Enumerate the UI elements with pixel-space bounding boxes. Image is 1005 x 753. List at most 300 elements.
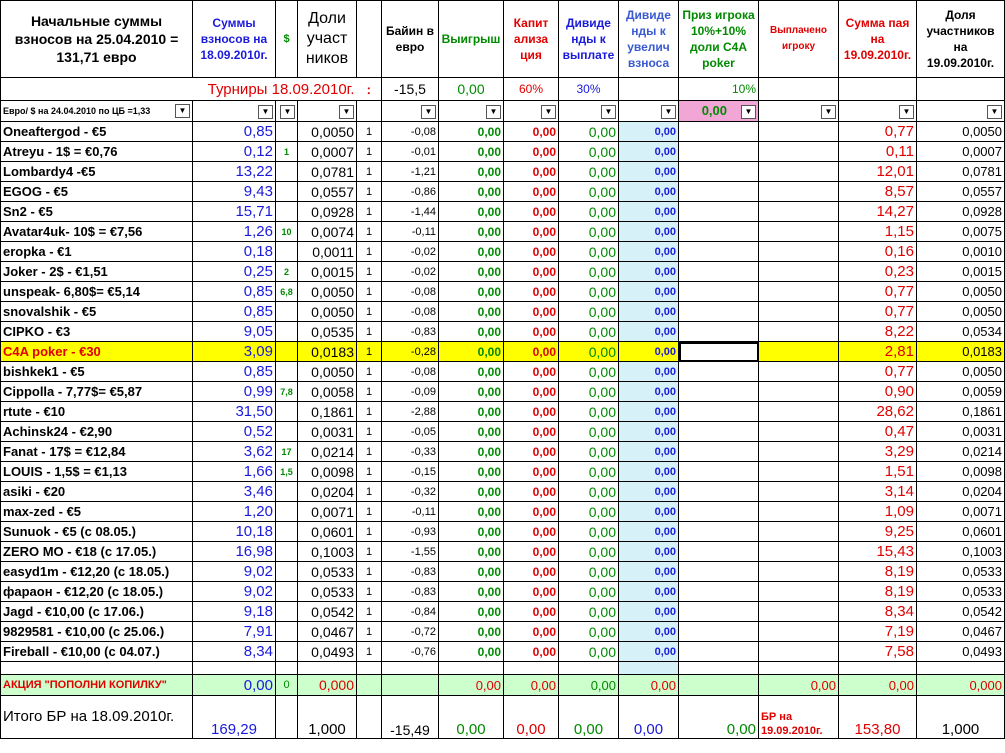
- cell-prize[interactable]: [679, 322, 759, 342]
- cell-name[interactable]: Oneaftergod - €5: [1, 122, 193, 142]
- cell-buyin[interactable]: -0,11: [382, 222, 439, 242]
- cell-name[interactable]: bishkek1 - €5: [1, 362, 193, 382]
- cell-shnew[interactable]: 0,0214: [917, 442, 1005, 462]
- cell-sum[interactable]: 0,12: [193, 142, 276, 162]
- header-shares[interactable]: Доли участ ников: [298, 1, 357, 78]
- cell-share[interactable]: 0,0050: [298, 302, 357, 322]
- gap-cell[interactable]: [559, 662, 619, 675]
- cell-sum[interactable]: 0,52: [193, 422, 276, 442]
- cell-shnew[interactable]: 0,0059: [917, 382, 1005, 402]
- cell-one[interactable]: 1: [357, 402, 382, 422]
- cell-divinc[interactable]: 0,00: [619, 482, 679, 502]
- cell-divinc[interactable]: 0,00: [619, 302, 679, 322]
- cell-sum[interactable]: 16,98: [193, 542, 276, 562]
- cell-shnew[interactable]: 0,0534: [917, 322, 1005, 342]
- cell-one[interactable]: 1: [357, 142, 382, 162]
- cell-win[interactable]: 0,00: [439, 382, 504, 402]
- cell-pay[interactable]: 0,90: [839, 382, 917, 402]
- cell-shnew[interactable]: 0,0098: [917, 462, 1005, 482]
- cell-one[interactable]: 1: [357, 582, 382, 602]
- filter-cell-pay[interactable]: [839, 101, 917, 122]
- cell-prize[interactable]: [679, 222, 759, 242]
- cell-buyin[interactable]: -1,21: [382, 162, 439, 182]
- gap-cell[interactable]: [504, 662, 559, 675]
- cell-usd[interactable]: [276, 202, 298, 222]
- cell-one[interactable]: 1: [357, 642, 382, 662]
- promo-win[interactable]: 0,00: [439, 675, 504, 696]
- cell-win[interactable]: 0,00: [439, 442, 504, 462]
- cell-share[interactable]: 0,0007: [298, 142, 357, 162]
- cell-pay[interactable]: 0,77: [839, 282, 917, 302]
- cell-usd[interactable]: [276, 582, 298, 602]
- tournament-empty-3[interactable]: [839, 78, 917, 101]
- cell-win[interactable]: 0,00: [439, 262, 504, 282]
- cell-paid[interactable]: [759, 582, 839, 602]
- cell-pay[interactable]: 28,62: [839, 402, 917, 422]
- cell-one[interactable]: 1: [357, 302, 382, 322]
- cell-divinc[interactable]: 0,00: [619, 242, 679, 262]
- cell-paid[interactable]: [759, 322, 839, 342]
- cell-pay[interactable]: 8,57: [839, 182, 917, 202]
- cell-pay[interactable]: 15,43: [839, 542, 917, 562]
- cell-div[interactable]: 0,00: [559, 122, 619, 142]
- cell-sum[interactable]: 0,85: [193, 302, 276, 322]
- total-sum[interactable]: 169,29: [193, 696, 276, 739]
- cell-buyin[interactable]: -0,76: [382, 642, 439, 662]
- cell-one[interactable]: 1: [357, 502, 382, 522]
- cell-div[interactable]: 0,00: [559, 502, 619, 522]
- cell-prize[interactable]: [679, 242, 759, 262]
- cell-cap[interactable]: 0,00: [504, 162, 559, 182]
- cell-pay[interactable]: 8,19: [839, 562, 917, 582]
- filter-cell-divinc[interactable]: [619, 101, 679, 122]
- cell-paid[interactable]: [759, 542, 839, 562]
- cell-pay[interactable]: 7,19: [839, 622, 917, 642]
- cell-div[interactable]: 0,00: [559, 162, 619, 182]
- cell-div[interactable]: 0,00: [559, 202, 619, 222]
- cell-name[interactable]: CIPKO - €3: [1, 322, 193, 342]
- gap-cell[interactable]: [439, 662, 504, 675]
- gap-cell[interactable]: [1, 662, 193, 675]
- cell-sum[interactable]: 13,22: [193, 162, 276, 182]
- cell-shnew[interactable]: 0,0050: [917, 362, 1005, 382]
- cell-paid[interactable]: [759, 482, 839, 502]
- cell-share[interactable]: 0,0050: [298, 122, 357, 142]
- cell-pay[interactable]: 8,34: [839, 602, 917, 622]
- cell-name[interactable]: Fireball - €10,00 (c 04.07.): [1, 642, 193, 662]
- cell-name[interactable]: unspeak- 6,80$= €5,14: [1, 282, 193, 302]
- cell-buyin[interactable]: -0,02: [382, 262, 439, 282]
- cell-pay[interactable]: 8,19: [839, 582, 917, 602]
- cell-win[interactable]: 0,00: [439, 562, 504, 582]
- promo-empty[interactable]: [357, 675, 382, 696]
- cell-pay[interactable]: 3,14: [839, 482, 917, 502]
- cell-prize[interactable]: [679, 302, 759, 322]
- cell-share[interactable]: 0,1003: [298, 542, 357, 562]
- cell-divinc[interactable]: 0,00: [619, 182, 679, 202]
- cell-buyin[interactable]: -0,28: [382, 342, 439, 362]
- gap-cell[interactable]: [917, 662, 1005, 675]
- cell-one[interactable]: 1: [357, 382, 382, 402]
- promo-cap[interactable]: 0,00: [504, 675, 559, 696]
- cell-sum[interactable]: 10,18: [193, 522, 276, 542]
- cell-sum[interactable]: 0,25: [193, 262, 276, 282]
- filter-dropdown-icon[interactable]: ▼: [741, 105, 756, 119]
- cell-usd[interactable]: [276, 342, 298, 362]
- cell-buyin[interactable]: -0,02: [382, 242, 439, 262]
- cell-win[interactable]: 0,00: [439, 282, 504, 302]
- cell-one[interactable]: 1: [357, 462, 382, 482]
- cell-div[interactable]: 0,00: [559, 522, 619, 542]
- cell-usd[interactable]: [276, 602, 298, 622]
- cell-usd[interactable]: [276, 162, 298, 182]
- filter-cell-usd[interactable]: [276, 101, 298, 122]
- cell-shnew[interactable]: 0,0557: [917, 182, 1005, 202]
- cell-share[interactable]: 0,0050: [298, 282, 357, 302]
- cell-paid[interactable]: [759, 182, 839, 202]
- cell-buyin[interactable]: -0,08: [382, 302, 439, 322]
- cell-one[interactable]: 1: [357, 482, 382, 502]
- cell-share[interactable]: 0,0542: [298, 602, 357, 622]
- cell-one[interactable]: 1: [357, 222, 382, 242]
- cell-paid[interactable]: [759, 202, 839, 222]
- cell-usd[interactable]: [276, 542, 298, 562]
- cell-divinc[interactable]: 0,00: [619, 542, 679, 562]
- filter-cell-rate[interactable]: [1, 101, 193, 122]
- cell-name[interactable]: 9829581 - €10,00 (c 25.06.): [1, 622, 193, 642]
- cell-one[interactable]: 1: [357, 562, 382, 582]
- cell-pay[interactable]: 1,09: [839, 502, 917, 522]
- cell-cap[interactable]: 0,00: [504, 142, 559, 162]
- cell-shnew[interactable]: 0,0183: [917, 342, 1005, 362]
- cell-sum[interactable]: 1,20: [193, 502, 276, 522]
- cell-divinc[interactable]: 0,00: [619, 502, 679, 522]
- cell-sum[interactable]: 1,26: [193, 222, 276, 242]
- cell-win[interactable]: 0,00: [439, 242, 504, 262]
- filter-cell-prize[interactable]: [679, 101, 759, 122]
- header-initial-sums[interactable]: Начальные суммы взносов на 25.04.2010 = 131,71 евро: [1, 1, 193, 78]
- cell-cap[interactable]: 0,00: [504, 522, 559, 542]
- cell-paid[interactable]: [759, 382, 839, 402]
- cell-cap[interactable]: 0,00: [504, 602, 559, 622]
- filter-dropdown-icon[interactable]: ▼: [175, 104, 190, 118]
- cell-sum[interactable]: 3,62: [193, 442, 276, 462]
- cell-usd[interactable]: [276, 362, 298, 382]
- filter-dropdown-icon[interactable]: ▼: [821, 105, 836, 119]
- cell-paid[interactable]: [759, 562, 839, 582]
- cell-name[interactable]: rtute - €10: [1, 402, 193, 422]
- cell-div[interactable]: 0,00: [559, 402, 619, 422]
- cell-pay[interactable]: 0,16: [839, 242, 917, 262]
- cell-div[interactable]: 0,00: [559, 222, 619, 242]
- cell-shnew[interactable]: 0,0050: [917, 302, 1005, 322]
- gap-cell[interactable]: [276, 662, 298, 675]
- cell-div[interactable]: 0,00: [559, 282, 619, 302]
- cell-name[interactable]: ZERO MO - €18 (c 17.05.): [1, 542, 193, 562]
- cell-shnew[interactable]: 0,1861: [917, 402, 1005, 422]
- cell-cap[interactable]: 0,00: [504, 582, 559, 602]
- cell-prize[interactable]: [679, 362, 759, 382]
- promo-share-new[interactable]: 0,000: [917, 675, 1005, 696]
- cell-pay[interactable]: 12,01: [839, 162, 917, 182]
- cell-prize[interactable]: [679, 262, 759, 282]
- cell-prize[interactable]: [679, 162, 759, 182]
- header-capitalization[interactable]: Капит ализа ция: [504, 1, 559, 78]
- cell-one[interactable]: 1: [357, 162, 382, 182]
- cell-share[interactable]: 0,0098: [298, 462, 357, 482]
- cell-paid[interactable]: [759, 242, 839, 262]
- cell-pay[interactable]: 9,25: [839, 522, 917, 542]
- cell-win[interactable]: 0,00: [439, 522, 504, 542]
- filter-cell-win[interactable]: [439, 101, 504, 122]
- cell-name[interactable]: фараон - €12,20 (c 18.05.): [1, 582, 193, 602]
- cell-prize[interactable]: [679, 602, 759, 622]
- cell-usd[interactable]: [276, 482, 298, 502]
- cell-share[interactable]: 0,0928: [298, 202, 357, 222]
- cell-share[interactable]: 0,0071: [298, 502, 357, 522]
- cell-name[interactable]: Cippolla - 7,77$= €5,87: [1, 382, 193, 402]
- cell-divinc[interactable]: 0,00: [619, 562, 679, 582]
- cell-divinc[interactable]: 0,00: [619, 402, 679, 422]
- header-dividends-inc[interactable]: Дивиде нды к увелич взноса: [619, 1, 679, 78]
- cell-prize[interactable]: [679, 582, 759, 602]
- cell-divinc[interactable]: 0,00: [619, 322, 679, 342]
- cell-share[interactable]: 0,0781: [298, 162, 357, 182]
- cell-name[interactable]: EGOG - €5: [1, 182, 193, 202]
- cell-prize[interactable]: [679, 482, 759, 502]
- cell-shnew[interactable]: 0,0075: [917, 222, 1005, 242]
- cell-cap[interactable]: 0,00: [504, 482, 559, 502]
- cell-sum[interactable]: 9,02: [193, 582, 276, 602]
- cell-name[interactable]: Lombardy4 -€5: [1, 162, 193, 182]
- cell-one[interactable]: 1: [357, 442, 382, 462]
- cell-cap[interactable]: 0,00: [504, 562, 559, 582]
- cell-one[interactable]: 1: [357, 602, 382, 622]
- cell-pay[interactable]: 14,27: [839, 202, 917, 222]
- total-share[interactable]: 1,000: [298, 696, 357, 739]
- cell-buyin[interactable]: -1,55: [382, 542, 439, 562]
- total-br-label[interactable]: БР на 19.09.2010г.: [759, 696, 839, 739]
- cell-cap[interactable]: 0,00: [504, 282, 559, 302]
- cell-shnew[interactable]: 0,0050: [917, 122, 1005, 142]
- cell-buyin[interactable]: -0,08: [382, 122, 439, 142]
- gap-cell[interactable]: [298, 662, 357, 675]
- cell-sum[interactable]: 0,85: [193, 282, 276, 302]
- cell-paid[interactable]: [759, 602, 839, 622]
- cell-one[interactable]: 1: [357, 542, 382, 562]
- cell-div[interactable]: 0,00: [559, 622, 619, 642]
- cell-paid[interactable]: [759, 622, 839, 642]
- cell-win[interactable]: 0,00: [439, 582, 504, 602]
- cell-share[interactable]: 0,0050: [298, 362, 357, 382]
- cell-name[interactable]: max-zed - €5: [1, 502, 193, 522]
- cell-win[interactable]: 0,00: [439, 342, 504, 362]
- cell-name[interactable]: asiki - €20: [1, 482, 193, 502]
- tournament-empty-2[interactable]: [759, 78, 839, 101]
- cell-win[interactable]: 0,00: [439, 142, 504, 162]
- filter-dropdown-icon[interactable]: ▼: [987, 105, 1002, 119]
- cell-buyin[interactable]: -0,93: [382, 522, 439, 542]
- cell-prize[interactable]: [679, 442, 759, 462]
- promo-usd[interactable]: 0: [276, 675, 298, 696]
- cell-share[interactable]: 0,0011: [298, 242, 357, 262]
- cell-win[interactable]: 0,00: [439, 362, 504, 382]
- filter-cell-shnew[interactable]: [917, 101, 1005, 122]
- cell-paid[interactable]: [759, 302, 839, 322]
- cell-shnew[interactable]: 0,0007: [917, 142, 1005, 162]
- cell-one[interactable]: 1: [357, 262, 382, 282]
- cell-cap[interactable]: 0,00: [504, 302, 559, 322]
- cell-buyin[interactable]: -0,83: [382, 582, 439, 602]
- cell-share[interactable]: 0,0601: [298, 522, 357, 542]
- cell-one[interactable]: 1: [357, 322, 382, 342]
- promo-share[interactable]: 0,000: [298, 675, 357, 696]
- cell-divinc[interactable]: 0,00: [619, 622, 679, 642]
- cell-cap[interactable]: 0,00: [504, 262, 559, 282]
- cell-div[interactable]: 0,00: [559, 642, 619, 662]
- cell-paid[interactable]: [759, 122, 839, 142]
- cell-div[interactable]: 0,00: [559, 482, 619, 502]
- cell-prize[interactable]: [679, 122, 759, 142]
- promo-div[interactable]: 0,00: [559, 675, 619, 696]
- cell-shnew[interactable]: 0,0010: [917, 242, 1005, 262]
- tournament-cap-pct[interactable]: 60%: [504, 78, 559, 101]
- total-win[interactable]: 0,00: [439, 696, 504, 739]
- total-buyin[interactable]: -15,49: [382, 696, 439, 739]
- gap-cell[interactable]: [193, 662, 276, 675]
- cell-div[interactable]: 0,00: [559, 342, 619, 362]
- tournament-prize-pct[interactable]: 10%: [679, 78, 759, 101]
- cell-win[interactable]: 0,00: [439, 482, 504, 502]
- filter-dropdown-icon[interactable]: ▼: [339, 105, 354, 119]
- cell-win[interactable]: 0,00: [439, 422, 504, 442]
- cell-divinc[interactable]: 0,00: [619, 122, 679, 142]
- cell-cap[interactable]: 0,00: [504, 622, 559, 642]
- cell-shnew[interactable]: 0,1003: [917, 542, 1005, 562]
- total-cap[interactable]: 0,00: [504, 696, 559, 739]
- cell-buyin[interactable]: -0,84: [382, 602, 439, 622]
- header-pay-sum[interactable]: Сумма пая на 19.09.2010г.: [839, 1, 917, 78]
- cell-cap[interactable]: 0,00: [504, 202, 559, 222]
- cell-prize[interactable]: [679, 542, 759, 562]
- total-prize[interactable]: 0,00: [679, 696, 759, 739]
- cell-sum[interactable]: 31,50: [193, 402, 276, 422]
- tournament-colon[interactable]: :: [357, 78, 382, 101]
- cell-divinc[interactable]: 0,00: [619, 142, 679, 162]
- cell-shnew[interactable]: 0,0542: [917, 602, 1005, 622]
- cell-buyin[interactable]: -0,86: [382, 182, 439, 202]
- cell-divinc[interactable]: 0,00: [619, 342, 679, 362]
- cell-one[interactable]: 1: [357, 622, 382, 642]
- cell-win[interactable]: 0,00: [439, 322, 504, 342]
- cell-win[interactable]: 0,00: [439, 602, 504, 622]
- cell-sum[interactable]: 9,18: [193, 602, 276, 622]
- cell-buyin[interactable]: -0,08: [382, 282, 439, 302]
- cell-usd[interactable]: [276, 182, 298, 202]
- cell-shnew[interactable]: 0,0467: [917, 622, 1005, 642]
- total-pay[interactable]: 153,80: [839, 696, 917, 739]
- cell-div[interactable]: 0,00: [559, 362, 619, 382]
- gap-cell[interactable]: [759, 662, 839, 675]
- cell-sum[interactable]: 1,66: [193, 462, 276, 482]
- total-label[interactable]: Итого БР на 18.09.2010г.: [1, 696, 193, 739]
- cell-pay[interactable]: 0,77: [839, 302, 917, 322]
- cell-cap[interactable]: 0,00: [504, 382, 559, 402]
- gap-cell[interactable]: [382, 662, 439, 675]
- cell-divinc[interactable]: 0,00: [619, 522, 679, 542]
- cell-win[interactable]: 0,00: [439, 122, 504, 142]
- cell-prize[interactable]: [679, 182, 759, 202]
- filter-cell-one[interactable]: [357, 101, 382, 122]
- cell-win[interactable]: 0,00: [439, 402, 504, 422]
- total-div[interactable]: 0,00: [559, 696, 619, 739]
- promo-label[interactable]: АКЦИЯ "ПОПОЛНИ КОПИЛКУ": [1, 675, 193, 696]
- cell-prize[interactable]: [679, 402, 759, 422]
- cell-cap[interactable]: 0,00: [504, 422, 559, 442]
- cell-share[interactable]: 0,0058: [298, 382, 357, 402]
- cell-name[interactable]: Joker - 2$ - €1,51: [1, 262, 193, 282]
- cell-pay[interactable]: 0,47: [839, 422, 917, 442]
- cell-paid[interactable]: [759, 422, 839, 442]
- cell-sum[interactable]: 9,43: [193, 182, 276, 202]
- cell-win[interactable]: 0,00: [439, 642, 504, 662]
- tournament-buyin[interactable]: -15,5: [382, 78, 439, 101]
- cell-sum[interactable]: 9,02: [193, 562, 276, 582]
- cell-sum[interactable]: 0,18: [193, 242, 276, 262]
- cell-pay[interactable]: 0,23: [839, 262, 917, 282]
- cell-divinc[interactable]: 0,00: [619, 202, 679, 222]
- cell-paid[interactable]: [759, 342, 839, 362]
- cell-shnew[interactable]: 0,0031: [917, 422, 1005, 442]
- cell-usd[interactable]: 6,8: [276, 282, 298, 302]
- cell-cap[interactable]: 0,00: [504, 182, 559, 202]
- cell-cap[interactable]: 0,00: [504, 242, 559, 262]
- cell-prize[interactable]: [679, 502, 759, 522]
- filter-dropdown-icon[interactable]: ▼: [258, 105, 273, 119]
- cell-name[interactable]: Atreyu - 1$ = €0,76: [1, 142, 193, 162]
- cell-usd[interactable]: [276, 322, 298, 342]
- cell-prize[interactable]: [679, 202, 759, 222]
- cell-prize[interactable]: [679, 462, 759, 482]
- cell-shnew[interactable]: 0,0601: [917, 522, 1005, 542]
- cell-paid[interactable]: [759, 642, 839, 662]
- filter-dropdown-icon[interactable]: ▼: [899, 105, 914, 119]
- cell-cap[interactable]: 0,00: [504, 402, 559, 422]
- cell-div[interactable]: 0,00: [559, 142, 619, 162]
- header-empty[interactable]: [357, 1, 382, 78]
- cell-one[interactable]: 1: [357, 122, 382, 142]
- cell-buyin[interactable]: -0,05: [382, 422, 439, 442]
- cell-name[interactable]: Sn2 - €5: [1, 202, 193, 222]
- cell-divinc[interactable]: 0,00: [619, 262, 679, 282]
- header-prize[interactable]: Приз игрока 10%+10% доли C4A poker: [679, 1, 759, 78]
- cell-name[interactable]: Fanat - 17$ = €12,84: [1, 442, 193, 462]
- cell-buyin[interactable]: -0,32: [382, 482, 439, 502]
- cell-name[interactable]: C4A poker - €30: [1, 342, 193, 362]
- promo-empty[interactable]: [382, 675, 439, 696]
- cell-divinc[interactable]: 0,00: [619, 642, 679, 662]
- promo-sum[interactable]: 0,00: [193, 675, 276, 696]
- header-buyin[interactable]: Байин в евро: [382, 1, 439, 78]
- cell-div[interactable]: 0,00: [559, 242, 619, 262]
- cell-divinc[interactable]: 0,00: [619, 222, 679, 242]
- cell-buyin[interactable]: -0,72: [382, 622, 439, 642]
- cell-paid[interactable]: [759, 522, 839, 542]
- cell-usd[interactable]: 17: [276, 442, 298, 462]
- filter-dropdown-icon[interactable]: ▼: [601, 105, 616, 119]
- header-sums-contrib[interactable]: Суммы взносов на 18.09.2010г.: [193, 1, 276, 78]
- cell-win[interactable]: 0,00: [439, 622, 504, 642]
